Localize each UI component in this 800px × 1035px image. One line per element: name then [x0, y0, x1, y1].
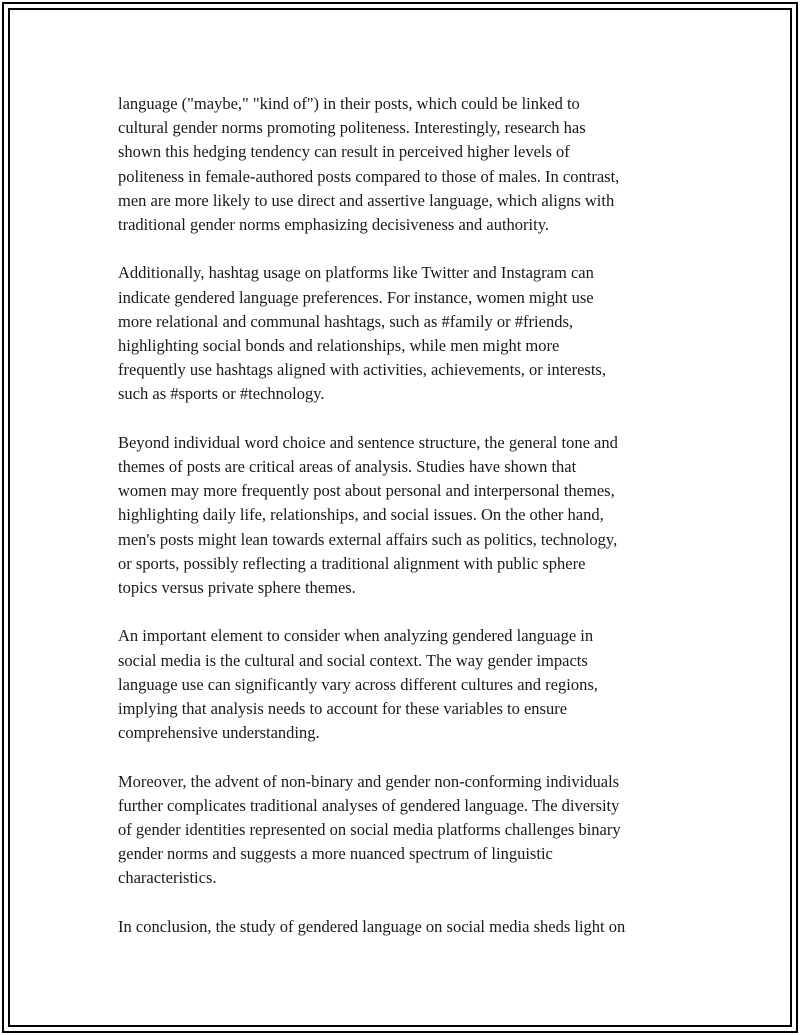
text-line: traditional gender norms emphasizing decisiveness and authority. [118, 215, 550, 235]
text-line: language ("maybe," "kind of") in their posts, which could be linked to [118, 94, 580, 113]
text-line: highlighting social bonds and relationships, while men might more [118, 336, 560, 356]
text-line: women may more frequently post about personal and interpersonal themes, [118, 481, 615, 501]
text-line: further complicates traditional analyses of gendered language. The diversity [118, 795, 620, 815]
text-line: cultural gender norms promoting politeness. Interestingly, research has [118, 118, 586, 138]
text-line: men are more likely to use direct and assertive language, which aligns with [118, 190, 615, 210]
paragraph-conclusion [118, 915, 688, 939]
text-line: highlighting daily life, relationships, and social issues. On the other hand, [118, 505, 604, 525]
text-line: In conclusion, the study of gendered language on social media sheds light on [118, 916, 626, 936]
paragraph-tone-and-themes [118, 431, 688, 600]
text-line: characteristics. [118, 868, 217, 888]
text-line: social media is the cultural and social context. The way gender impacts [118, 650, 588, 670]
text-line: Beyond individual word choice and sentence structure, the general tone and [118, 432, 618, 452]
text-line: frequently use hashtags aligned with activities, achievements, or interests, [118, 360, 606, 380]
text-line: comprehensive understanding. [118, 723, 320, 743]
text-line: topics versus private sphere themes. [118, 578, 356, 598]
document-body [118, 92, 688, 939]
text-line: or sports, possibly reflecting a traditional alignment with public sphere [118, 553, 586, 573]
text-line: Additionally, hashtag usage on platforms like Twitter and Instagram can [118, 263, 594, 283]
text-line: Moreover, the advent of non-binary and gender non-conforming individuals [118, 771, 620, 791]
text-line: themes of posts are critical areas of analysis. Studies have shown that [118, 457, 577, 477]
text-line: politeness in female-authored posts compared to those of males. In contrast, [118, 166, 620, 186]
text-line: indicate gendered language preferences. For instance, women might use [118, 287, 594, 307]
text-line: more relational and communal hashtags, such as #family or #friends, [118, 311, 573, 331]
text-line: An important element to consider when analyzing gendered language in [118, 626, 594, 646]
paragraph-hashtag-usage [118, 261, 688, 406]
text-line: men's posts might lean towards external affairs such as politics, technology, [118, 529, 618, 549]
paragraph-cultural-context [118, 624, 688, 745]
text-line: of gender identities represented on social media platforms challenges binary [118, 820, 621, 840]
paragraph-non-binary [118, 770, 688, 891]
text-line: such as #sports or #technology. [118, 384, 325, 404]
text-line: implying that analysis needs to account for these variables to ensure [118, 699, 568, 719]
text-line: shown this hedging tendency can result in perceived higher levels of [118, 142, 570, 162]
text-line: gender norms and suggests a more nuanced spectrum of linguistic [118, 844, 553, 864]
text-line: language use can significantly vary across different cultures and regions, [118, 674, 598, 694]
paragraph-hedging-language [118, 92, 688, 237]
